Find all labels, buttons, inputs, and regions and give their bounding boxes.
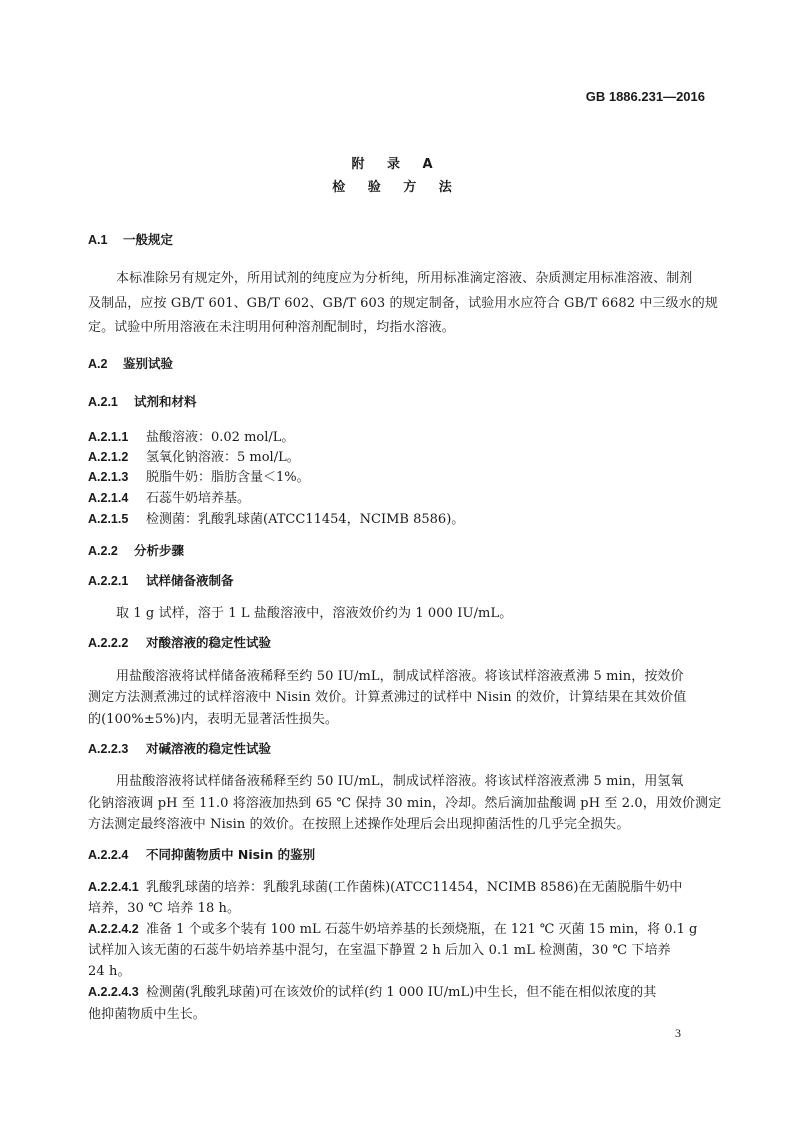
list-item [88,487,250,506]
section-number: A.2.2.3 [88,742,129,756]
section-title: 一般规定 [123,232,174,247]
appendix-subtitle: 检 验 方 法 [332,180,461,195]
section-number: A.2.1 [88,395,118,409]
item-number: A.2.1.5 [88,512,129,526]
section-number: A.2.2.2 [88,636,129,650]
item-number: A.2.1.2 [88,450,129,464]
section-a224-heading [88,845,315,863]
item-number: A.2.1.3 [88,470,129,484]
item-number: A.2.1.4 [88,491,129,505]
section-title: 试剂和材料 [134,394,197,409]
section-title: 对酸溶液的稳定性试验 [146,635,272,650]
section-number: A.2.2.4 [88,848,129,862]
paragraph-line: 定。试验中所用溶液在未注明用何种溶剂配制时，均指水溶液。 [88,320,455,335]
section-a221-heading [88,571,234,589]
appendix-title: 附 录 A [351,157,442,172]
item-text: 脱脂牛奶：脂肪含量＜1%。 [146,470,310,485]
section-number: A.1 [88,233,108,247]
item-text: 盐酸溶液：0.02 mol/L。 [146,430,295,445]
item-number: A.2.1.1 [88,430,129,444]
item-number: A.2.2.4.3 [88,985,139,999]
item-text: 乳酸乳球菌的培养：乳酸乳球菌(工作菌株)(ATCC11454，NCIMB 8586)在无菌脱脂牛奶中 [146,880,683,895]
paragraph-line: 本标准除另有规定外，所用试剂的纯度应为分析纯，所用标准滴定溶液、杂质测定用标准溶液、制剂 [116,271,693,286]
item-text: 检测菌：乳酸乳球菌(ATCC11454，NCIMB 8586)。 [146,512,465,527]
list-item [88,918,697,937]
page-number: 3 [675,1026,681,1040]
section-a2-heading [88,354,173,372]
paragraph-line: 化钠溶液调 pH 至 11.0 将溶液加热到 65 ℃ 保持 30 min，冷却。然后滴加盐酸调 pH 至 2.0，用效价测定 [88,796,722,811]
section-title: 对碱溶液的稳定性试验 [146,741,272,756]
section-number: A.2.2.1 [88,574,129,588]
section-a22-heading [88,541,184,559]
paragraph-line: 测定方法测煮沸过的试样溶液中 Nisin 效价。计算煮沸过的试样中 Nisin 的效价，计算结果在其效价值 [88,690,687,705]
item-text: 氢氧化钠溶液：5 mol/L。 [146,450,300,465]
section-title: 分析步骤 [134,543,185,558]
section-a222-heading [88,633,271,651]
item-number: A.2.2.4.1 [88,880,139,894]
item-text: 检测菌(乳酸乳球菌)可在该效价的试样(约 1 000 IU/mL)中生长，但不能在相似浓度的其 [146,985,657,1000]
section-number: A.2 [88,357,108,371]
paragraph-line: 及制品，应按 GB/T 601、GB/T 602、GB/T 603 的规定制备，试验用水应符合 GB/T 6682 中三级水的规 [88,296,718,311]
paragraph-line: 24 h。 [88,964,131,979]
section-a21-heading [88,392,197,410]
item-text: 准备 1 个或多个装有 100 mL 石蕊牛奶培养基的长颈烧瓶，在 121 ℃ 灭菌 15 min，将 0.1 g [146,922,698,937]
section-title: 鉴别试验 [123,356,174,371]
section-a223-heading [88,739,271,757]
paragraph-line: 用盐酸溶液将试样储备液稀释至约 50 IU/mL，制成试样溶液。将该试样溶液煮沸 5 min，按效价 [116,669,684,684]
item-number: A.2.2.4.2 [88,922,139,936]
list-item [88,876,682,895]
paragraph-line: 他抑菌物质中生长。 [88,1007,206,1022]
list-item [88,981,656,1000]
section-title: 试样储备液制备 [146,573,234,588]
list-item [88,466,310,485]
paragraph-line: 培养，30 ℃ 培养 18 h。 [88,901,241,916]
paragraph-line: 方法测定最终溶液中 Nisin 的效价。在按照上述操作处理后会出现抑菌活性的几乎完全损失。 [88,817,630,832]
item-text: 石蕊牛奶培养基。 [146,491,251,506]
paragraph-line: 试样加入该无菌的石蕊牛奶培养基中混匀，在室温下静置 2 h 后加入 0.1 mL 检测菌，30 ℃ 下培养 [88,943,671,958]
section-title: 不同抑菌物质中 Nisin 的鉴别 [146,847,316,862]
section-a1-heading [88,230,173,248]
section-number: A.2.2 [88,544,118,558]
list-item [88,426,294,445]
list-item [88,446,300,465]
list-item [88,508,464,527]
paragraph-line: 用盐酸溶液将试样储备液稀释至约 50 IU/mL，制成试样溶液。将该试样溶液煮沸 5 min，用氢氧 [116,774,684,789]
standard-number: GB 1886.231—2016 [585,89,705,104]
paragraph-line: 的(100%±5%)内，表明无显著活性损失。 [88,712,339,727]
paragraph-line: 取 1 g 试样，溶于 1 L 盐酸溶液中，溶液效价约为 1 000 IU/mL。 [116,606,513,621]
